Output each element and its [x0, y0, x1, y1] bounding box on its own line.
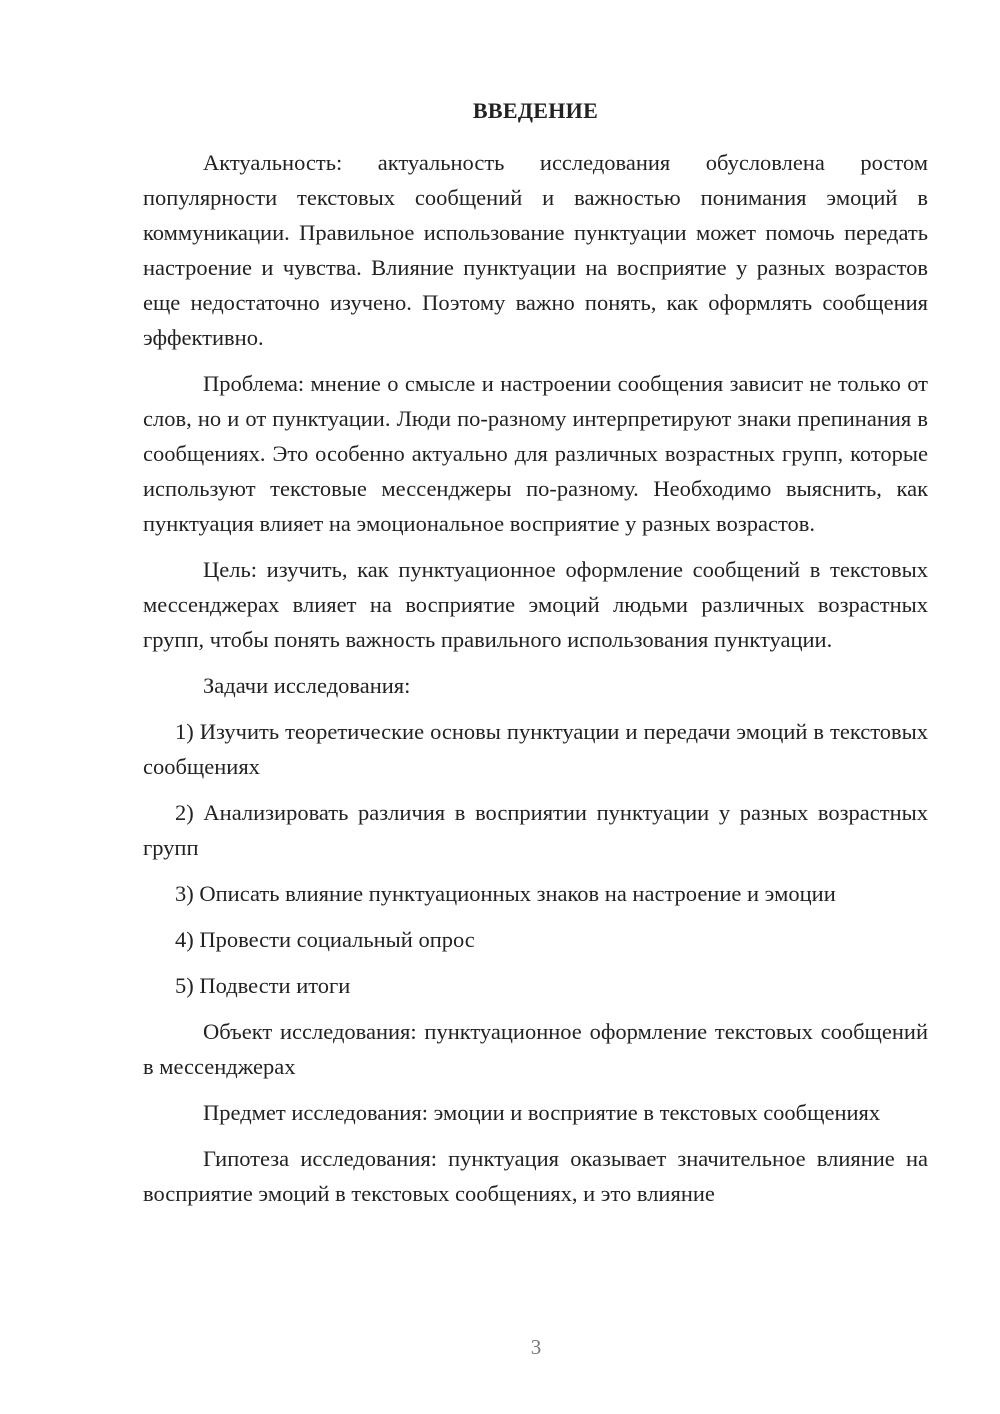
paragraph-subject: Предмет исследования: эмоции и восприятие в текстовых сообщениях	[203, 1100, 881, 1125]
paragraph-relevance: Актуальность: актуальность исследования обусловлена ростом популярности текстовых сообщений и важностью понимания эмоций в коммуникации. Правильное использование пунктуации может помочь передать настроение и чувства. Влияние пунктуации на восприятие у разных возрастов еще недостаточно изучено. Поэтому важно понять, как оформлять сообщения эффективно.	[143, 150, 928, 350]
page-number: 3	[530, 1335, 542, 1359]
task-item-1: 1) Изучить теоретические основы пунктуации и передачи эмоций в текстовых сообщениях	[143, 719, 928, 779]
section-title: ВВЕДЕНИЕ	[472, 98, 599, 123]
paragraph-goal: Цель: изучить, как пунктуационное оформление сообщений в текстовых мессенджерах влияет на восприятие эмоций людьми различных возрастных групп, чтобы понять важность правильного использования пунктуации.	[143, 557, 928, 652]
tasks-heading: Задачи исследования:	[203, 673, 411, 698]
document-page	[143, 96, 928, 1222]
paragraph-object: Объект исследования: пунктуационное оформление текстовых сообщений в мессенджерах	[143, 1019, 928, 1079]
paragraph-problem: Проблема: мнение о смысле и настроении сообщения зависит не только от слов, но и от пунктуации. Люди по-разному интерпретируют знаки препинания в сообщениях. Это особенно актуально для различных возрастных групп, которые используют текстовые мессенджеры по-разному. Необходимо выяснить, как пунктуация влияет на эмоциональное восприятие у разных возрастов.	[143, 371, 928, 536]
task-item-2: 2) Анализировать различия в восприятии пунктуации у разных возрастных групп	[143, 800, 928, 860]
paragraph-hypothesis: Гипотеза исследования: пунктуация оказывает значительное влияние на восприятие эмоций в текстовых сообщениях, и это влияние	[143, 1146, 928, 1206]
task-item-4: 4) Провести социальный опрос	[175, 927, 475, 952]
task-item-5: 5) Подвести итоги	[175, 973, 351, 998]
task-item-3: 3) Описать влияние пунктуационных знаков на настроение и эмоции	[175, 881, 836, 906]
